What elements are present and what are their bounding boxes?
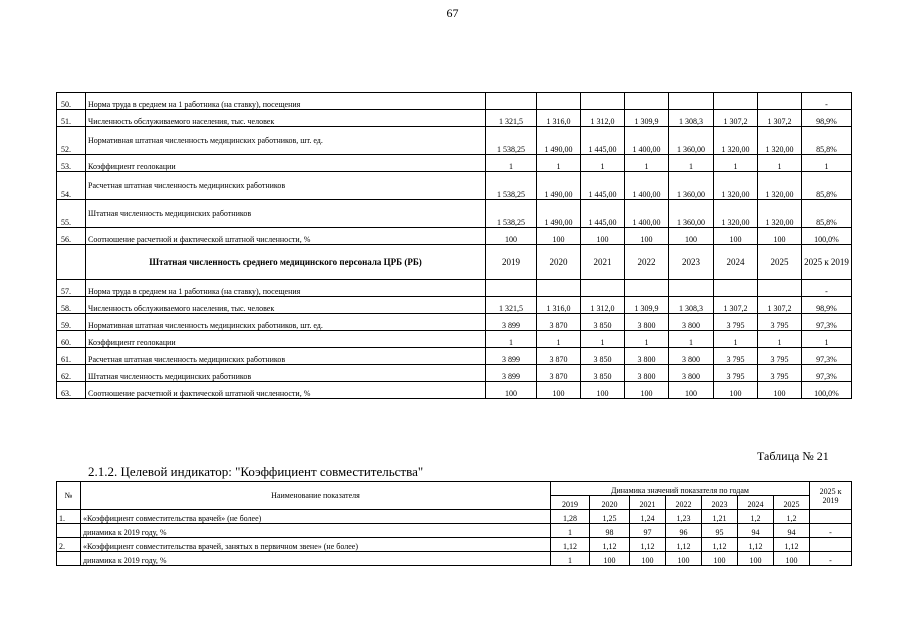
row-value: 100 — [666, 552, 702, 566]
row-value: 1 490,00 — [537, 127, 581, 155]
header-name: Наименование показателя — [81, 482, 551, 510]
row-value: 1 — [486, 155, 537, 172]
row-value: 100 — [714, 228, 758, 245]
table-row — [57, 172, 852, 200]
row-ratio — [810, 510, 852, 524]
row-number: 51. — [57, 110, 86, 127]
row-name: Штатная численность медицинских работников — [86, 200, 486, 228]
table-row — [57, 538, 852, 552]
row-value: 1 — [537, 331, 581, 348]
row-number: 55. — [57, 200, 86, 228]
table-row — [57, 552, 852, 566]
table-row — [57, 200, 852, 228]
row-value: 1 307,2 — [758, 297, 802, 314]
header-year: 2020 — [590, 496, 630, 510]
row-ratio — [810, 538, 852, 552]
row-value: 100 — [738, 552, 774, 566]
row-number: 57. — [57, 280, 86, 297]
row-value: 2020 — [537, 245, 581, 280]
row-value: 1 — [714, 155, 758, 172]
row-name: «Коэффициент совместительства врачей» (не более) — [81, 510, 551, 524]
row-number — [57, 524, 81, 538]
row-value: 1 312,0 — [581, 110, 625, 127]
row-name: Численность обслуживаемого населения, тыс. человек — [86, 297, 486, 314]
row-value: 100 — [486, 228, 537, 245]
row-value: 1,12 — [551, 538, 590, 552]
row-value — [537, 93, 581, 110]
row-value: 1,21 — [702, 510, 738, 524]
header-year: 2019 — [551, 496, 590, 510]
row-value: 100 — [714, 382, 758, 399]
table-row — [57, 348, 852, 365]
row-ratio: 100,0% — [802, 382, 852, 399]
row-value: 1 307,2 — [714, 110, 758, 127]
row-number: 61. — [57, 348, 86, 365]
row-value: 100 — [774, 552, 810, 566]
row-value: 96 — [666, 524, 702, 538]
row-value: 100 — [702, 552, 738, 566]
row-value: 3 800 — [625, 365, 669, 382]
row-value: 1 309,9 — [625, 110, 669, 127]
row-name: Соотношение расчетной и фактической штатной численности, % — [86, 382, 486, 399]
row-value: 1 — [669, 331, 714, 348]
row-ratio: 98,9% — [802, 297, 852, 314]
row-value: 100 — [486, 382, 537, 399]
row-value: 1 — [486, 331, 537, 348]
table-row — [57, 365, 852, 382]
row-name: Коэффициент геолокации — [86, 155, 486, 172]
row-value: 1 — [714, 331, 758, 348]
header-last: 2025 к 2019 — [810, 482, 852, 510]
row-value: 1,12 — [738, 538, 774, 552]
row-value: 1 538,25 — [486, 172, 537, 200]
row-name: Штатная численность среднего медицинского персонала ЦРБ (РБ) — [86, 245, 486, 280]
row-value: 1 308,3 — [669, 297, 714, 314]
row-number: 60. — [57, 331, 86, 348]
section-title: 2.1.2. Целевой индикатор: "Коэффициент совместительства" — [88, 464, 424, 479]
row-value: 100 — [581, 228, 625, 245]
row-value: 1,24 — [630, 510, 666, 524]
row-value: 1 321,5 — [486, 110, 537, 127]
page-number: 67 — [446, 6, 459, 20]
row-ratio: - — [810, 552, 852, 566]
row-value: 1 — [669, 155, 714, 172]
row-value — [486, 93, 537, 110]
row-value: 1 320,00 — [714, 200, 758, 228]
row-value — [714, 93, 758, 110]
row-value: 1 — [625, 331, 669, 348]
row-value: 1 — [551, 552, 590, 566]
table-row — [57, 382, 852, 399]
row-value: 1 320,00 — [714, 172, 758, 200]
row-value: 2024 — [714, 245, 758, 280]
row-name: Норма труда в среднем на 1 работника (на ставку), посещения — [86, 93, 486, 110]
row-ratio: 85,8% — [802, 127, 852, 155]
table-row — [57, 524, 852, 538]
row-name: динамика к 2019 году, % — [81, 552, 551, 566]
row-value: 1 — [581, 331, 625, 348]
row-value: 2025 — [758, 245, 802, 280]
row-value: 3 795 — [758, 314, 802, 331]
row-value: 3 850 — [581, 348, 625, 365]
row-value: 97 — [630, 524, 666, 538]
row-value: 1,28 — [551, 510, 590, 524]
row-value — [625, 280, 669, 297]
row-value: 100 — [537, 382, 581, 399]
row-number: 53. — [57, 155, 86, 172]
row-value: 2021 — [581, 245, 625, 280]
row-value: 1,25 — [590, 510, 630, 524]
row-value: 100 — [669, 228, 714, 245]
row-value: 94 — [738, 524, 774, 538]
table-row — [57, 228, 852, 245]
row-ratio: 85,8% — [802, 200, 852, 228]
row-value: 1 400,00 — [625, 200, 669, 228]
row-value: 1 320,00 — [758, 200, 802, 228]
row-value — [669, 280, 714, 297]
table-header-row — [57, 482, 852, 496]
row-value — [714, 280, 758, 297]
row-value: 1 321,5 — [486, 297, 537, 314]
row-value — [581, 93, 625, 110]
table-row — [57, 297, 852, 314]
row-value: 100 — [758, 228, 802, 245]
row-value: 2019 — [486, 245, 537, 280]
table-row — [57, 155, 852, 172]
row-ratio: 97,3% — [802, 348, 852, 365]
row-value: 3 795 — [758, 348, 802, 365]
row-value: 1 320,00 — [758, 127, 802, 155]
row-name: «Коэффициент совместительства врачей, занятых в первичном звене» (не более) — [81, 538, 551, 552]
row-value: 1 400,00 — [625, 172, 669, 200]
table-row — [57, 280, 852, 297]
row-value: 1 360,00 — [669, 127, 714, 155]
row-ratio: 97,3% — [802, 314, 852, 331]
row-value: 1 445,00 — [581, 200, 625, 228]
row-value: 100 — [630, 552, 666, 566]
row-ratio: 85,8% — [802, 172, 852, 200]
row-number: 2. — [57, 538, 81, 552]
row-value: 1 307,2 — [714, 297, 758, 314]
row-value: 1 538,25 — [486, 200, 537, 228]
row-ratio: - — [802, 280, 852, 297]
header-year: 2023 — [702, 496, 738, 510]
row-value: 3 899 — [486, 314, 537, 331]
row-value: 1,23 — [666, 510, 702, 524]
row-value: 1,12 — [666, 538, 702, 552]
row-number: 59. — [57, 314, 86, 331]
row-value: 1 360,00 — [669, 200, 714, 228]
row-value: 1,12 — [702, 538, 738, 552]
row-number: 52. — [57, 127, 86, 155]
row-value: 1 — [758, 155, 802, 172]
staffing-table — [56, 92, 852, 399]
row-value: 3 899 — [486, 348, 537, 365]
row-value: 3 800 — [625, 314, 669, 331]
row-name: Коэффициент геолокации — [86, 331, 486, 348]
row-ratio: 2025 к 2019 — [802, 245, 852, 280]
row-value: 100 — [669, 382, 714, 399]
row-value: 1 400,00 — [625, 127, 669, 155]
row-value: 100 — [625, 382, 669, 399]
row-value: 1,2 — [774, 510, 810, 524]
row-number: 58. — [57, 297, 86, 314]
row-value: 1 307,2 — [758, 110, 802, 127]
row-name: Численность обслуживаемого населения, тыс. человек — [86, 110, 486, 127]
row-value: 3 795 — [714, 314, 758, 331]
row-value: 1 316,0 — [537, 110, 581, 127]
row-value: 3 800 — [669, 365, 714, 382]
row-value: 1 490,00 — [537, 172, 581, 200]
table-row — [57, 314, 852, 331]
row-name: динамика к 2019 году, % — [81, 524, 551, 538]
row-value: 3 870 — [537, 348, 581, 365]
row-value: 1 360,00 — [669, 172, 714, 200]
header-year: 2025 — [774, 496, 810, 510]
row-value: 1 308,3 — [669, 110, 714, 127]
row-value: 1,2 — [738, 510, 774, 524]
row-value: 100 — [758, 382, 802, 399]
row-number: 62. — [57, 365, 86, 382]
row-ratio: 100,0% — [802, 228, 852, 245]
row-value — [581, 280, 625, 297]
row-value: 1,12 — [590, 538, 630, 552]
indicator-table — [56, 481, 852, 566]
row-value: 2023 — [669, 245, 714, 280]
row-value: 94 — [774, 524, 810, 538]
table-row — [57, 510, 852, 524]
row-value: 3 800 — [669, 348, 714, 365]
row-value: 3 800 — [625, 348, 669, 365]
row-number: 50. — [57, 93, 86, 110]
row-value: 3 899 — [486, 365, 537, 382]
header-year: 2022 — [666, 496, 702, 510]
row-name: Штатная численность медицинских работников — [86, 365, 486, 382]
row-value: 100 — [590, 552, 630, 566]
row-ratio: 1 — [802, 155, 852, 172]
row-value: 1 312,0 — [581, 297, 625, 314]
header-num: № — [57, 482, 81, 510]
row-value: 1 309,9 — [625, 297, 669, 314]
row-number: 63. — [57, 382, 86, 399]
row-value: 1 538,25 — [486, 127, 537, 155]
row-value: 3 795 — [714, 365, 758, 382]
row-value: 1 490,00 — [537, 200, 581, 228]
header-dynamics: Динамика значений показателя по годам — [551, 482, 810, 496]
row-value: 98 — [590, 524, 630, 538]
row-value: 100 — [581, 382, 625, 399]
row-value — [486, 280, 537, 297]
table-row — [57, 331, 852, 348]
row-value: 1 — [758, 331, 802, 348]
row-value: 2022 — [625, 245, 669, 280]
row-name: Расчетная штатная численность медицинских работников — [86, 348, 486, 365]
row-value: 1,12 — [630, 538, 666, 552]
row-number — [57, 552, 81, 566]
row-value: 3 795 — [758, 365, 802, 382]
row-value: 1 — [551, 524, 590, 538]
row-value — [758, 93, 802, 110]
row-number: 1. — [57, 510, 81, 524]
table-row — [57, 245, 852, 280]
table-row — [57, 127, 852, 155]
row-value: 1 — [625, 155, 669, 172]
row-ratio: - — [802, 93, 852, 110]
header-year: 2024 — [738, 496, 774, 510]
row-name: Нормативная штатная численность медицинских работников, шт. ед. — [86, 314, 486, 331]
row-ratio: 97,3% — [802, 365, 852, 382]
row-ratio: - — [810, 524, 852, 538]
row-value — [625, 93, 669, 110]
row-number: 56. — [57, 228, 86, 245]
row-value: 1 — [581, 155, 625, 172]
row-value: 3 850 — [581, 314, 625, 331]
row-value: 1 — [537, 155, 581, 172]
row-value: 3 800 — [669, 314, 714, 331]
table-row — [57, 110, 852, 127]
row-value: 1 320,00 — [758, 172, 802, 200]
table-caption: Таблица № 21 — [757, 449, 829, 463]
row-value: 1 445,00 — [581, 172, 625, 200]
header-year: 2021 — [630, 496, 666, 510]
row-ratio: 1 — [802, 331, 852, 348]
row-name: Норма труда в среднем на 1 работника (на ставку), посещения — [86, 280, 486, 297]
table-row — [57, 93, 852, 110]
row-value: 100 — [537, 228, 581, 245]
row-name: Нормативная штатная численность медицинских работников, шт. ед. — [86, 127, 486, 155]
row-number — [57, 245, 86, 280]
row-name: Расчетная штатная численность медицинских работников — [86, 172, 486, 200]
row-value — [669, 93, 714, 110]
row-value: 1 445,00 — [581, 127, 625, 155]
row-value — [537, 280, 581, 297]
row-value: 100 — [625, 228, 669, 245]
row-value: 3 850 — [581, 365, 625, 382]
row-value: 1,12 — [774, 538, 810, 552]
row-value: 3 795 — [714, 348, 758, 365]
row-value — [758, 280, 802, 297]
row-number: 54. — [57, 172, 86, 200]
row-value: 1 316,0 — [537, 297, 581, 314]
row-value: 3 870 — [537, 314, 581, 331]
row-value: 3 870 — [537, 365, 581, 382]
row-value: 95 — [702, 524, 738, 538]
row-value: 1 320,00 — [714, 127, 758, 155]
row-ratio: 98,9% — [802, 110, 852, 127]
row-name: Соотношение расчетной и фактической штатной численности, % — [86, 228, 486, 245]
